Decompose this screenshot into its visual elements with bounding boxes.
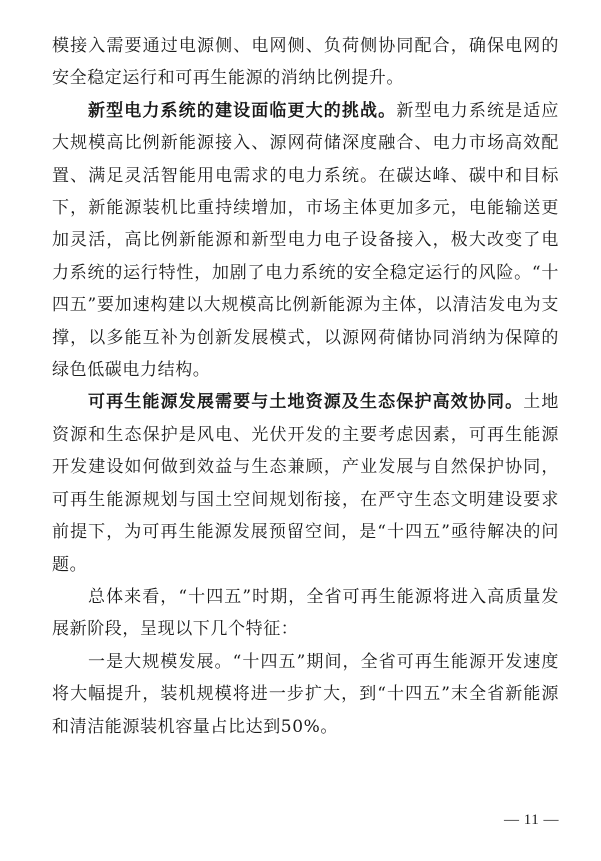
paragraph-continued <box>52 30 559 95</box>
paragraph-text: 一是大规模发展。“十四五”期间，全省可再生能源开发速度将大幅提升，装机规模将进一步扩大，到“十四五”末全省新能源和清洁能源装机容量占比达到50%。 <box>52 651 559 737</box>
paragraph-text: 土地资源和生态保护是风电、光伏开发的主要考虑因素，可再生能源开发建设如何做到效益与生态兼顾，产业发展与自然保护协同，可再生能源规划与国土空间规划衔接，在严守生态文明建设要求前提下，为可再生能源发展预留空间，是“十四五”亟待解决的问题。 <box>52 392 560 575</box>
paragraph-feature-one <box>52 646 559 743</box>
paragraph-text: 新型电力系统是适应大规模高比例新能源接入、源网荷储深度融合、电力市场高效配置、满足灵活智能用电需求的电力系统。在碳达峰、碳中和目标下，新能源装机比重持续增加，市场主体更加多元，电能输送更加灵活，高比例新能源和新型电力电子设备接入，极大改变了电力系统的运行特性，加剧了电力系统的安全稳定运行的风险。“十四五”要加速构建以大规模高比例新能源为主体，以清洁发电为支撑，以多能互补为创新发展模式，以源网荷储协同消纳为保障的绿色低碳电力结构。 <box>52 100 559 381</box>
paragraph-overview <box>52 581 559 646</box>
paragraph-power-system-challenge <box>52 95 559 387</box>
paragraph-land-ecology <box>52 386 559 580</box>
page-number: — 11 — <box>504 812 559 828</box>
paragraph-text: 总体来看，“十四五”时期，全省可再生能源将进入高质量发展新阶段，呈现以下几个特征： <box>52 586 559 640</box>
paragraph-heading: 新型电力系统的建设面临更大的挑战。 <box>88 100 397 121</box>
paragraph-heading: 可再生能源发展需要与土地资源及生态保护高效协同。 <box>88 392 524 413</box>
paragraph-text: 模接入需要通过电源侧、电网侧、负荷侧协同配合，确保电网的安全稳定运行和可再生能源的消纳比例提升。 <box>52 36 559 89</box>
